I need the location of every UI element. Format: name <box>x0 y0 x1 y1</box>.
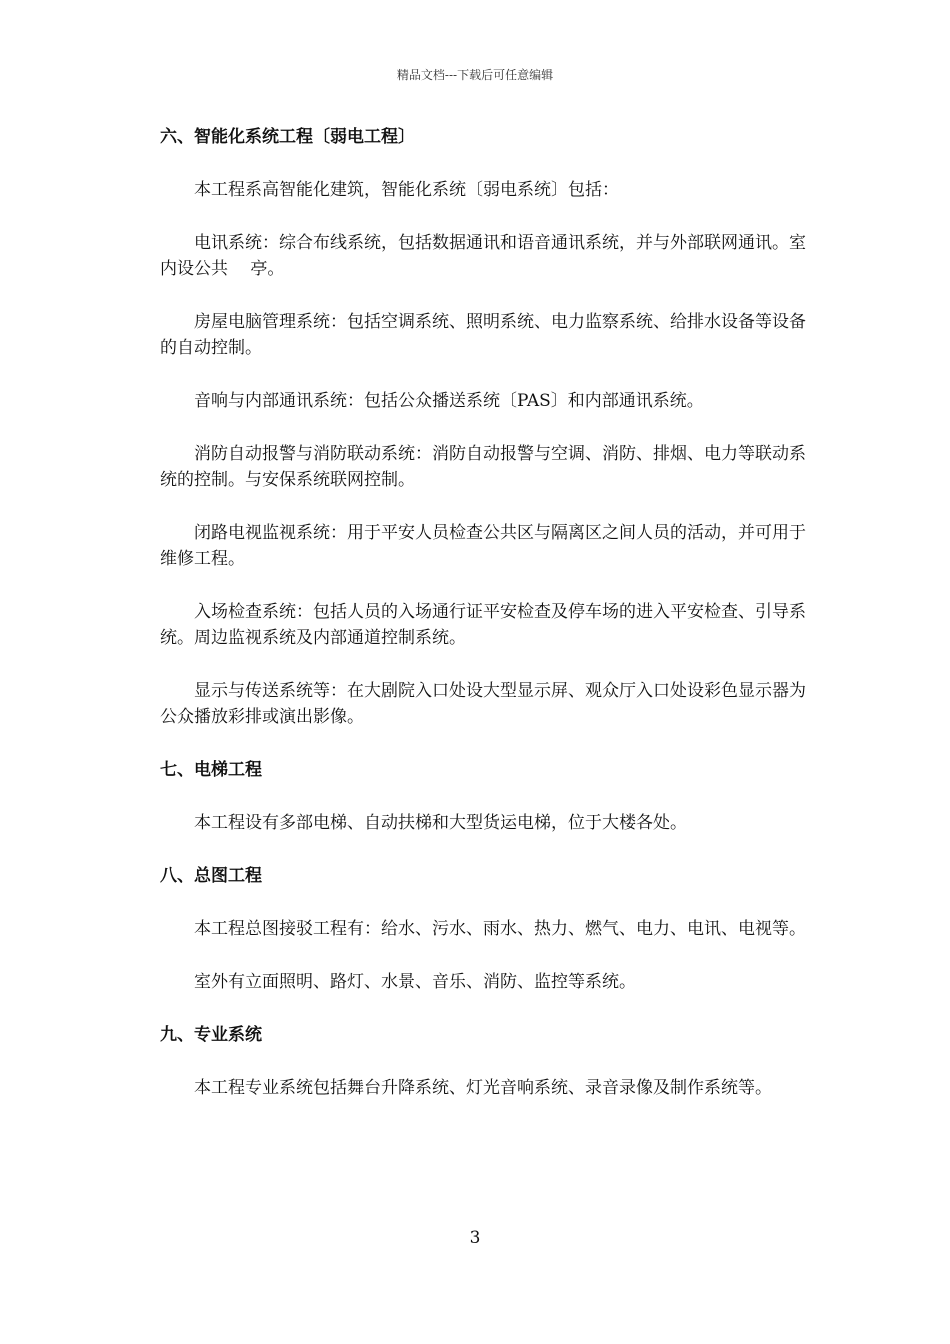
section-heading: 七、电梯工程 <box>160 760 262 780</box>
paragraph: 消防自动报警与消防联动系统：消防自动报警与空调、消防、排烟、电力等联动系统的控制。与安保系统联网控制。 <box>160 444 806 490</box>
paragraph: 本工程专业系统包括舞台升降系统、灯光音响系统、录音录像及制作系统等。 <box>194 1078 772 1098</box>
paragraph: 室外有立面照明、路灯、水景、音乐、消防、监控等系统。 <box>194 972 636 992</box>
paragraph: 本工程系高智能化建筑，智能化系统〔弱电系统〕包括： <box>194 180 619 200</box>
section-heading: 八、总图工程 <box>160 866 262 886</box>
paragraph: 闭路电视监视系统：用于平安人员检查公共区与隔离区之间人员的活动，并可用于维修工程。 <box>160 523 806 569</box>
paragraph: 显示与传送系统等：在大剧院入口处设大型显示屏、观众厅入口处设彩色显示器为公众播放彩排或演出影像。 <box>160 681 806 727</box>
section-heading: 九、专业系统 <box>160 1025 262 1045</box>
page-number: 3 <box>469 1228 481 1248</box>
paragraph: 本工程总图接驳工程有：给水、污水、雨水、热力、燃气、电力、电讯、电视等。 <box>194 919 806 939</box>
paragraph: 入场检查系统：包括人员的入场通行证平安检查及停车场的进入平安检查、引导系统。周边监视系统及内部通道控制系统。 <box>160 602 806 648</box>
paragraph: 房屋电脑管理系统：包括空调系统、照明系统、电力监察系统、给排水设备等设备的自动控制。 <box>160 312 806 358</box>
page-header: 精品文档---下载后可任意编辑 <box>396 68 554 82</box>
paragraph: 本工程设有多部电梯、自动扶梯和大型货运电梯，位于大楼各处。 <box>194 813 687 833</box>
document-body <box>160 124 812 1128</box>
paragraph: 电讯系统：综合布线系统，包括数据通讯和语音通讯系统，并与外部联网通讯。室内设公共 亭。 <box>160 233 806 279</box>
paragraph: 音响与内部通讯系统：包括公众播送系统〔PAS〕和内部通讯系统。 <box>194 391 704 411</box>
section-heading: 六、智能化系统工程〔弱电工程〕 <box>160 127 415 147</box>
